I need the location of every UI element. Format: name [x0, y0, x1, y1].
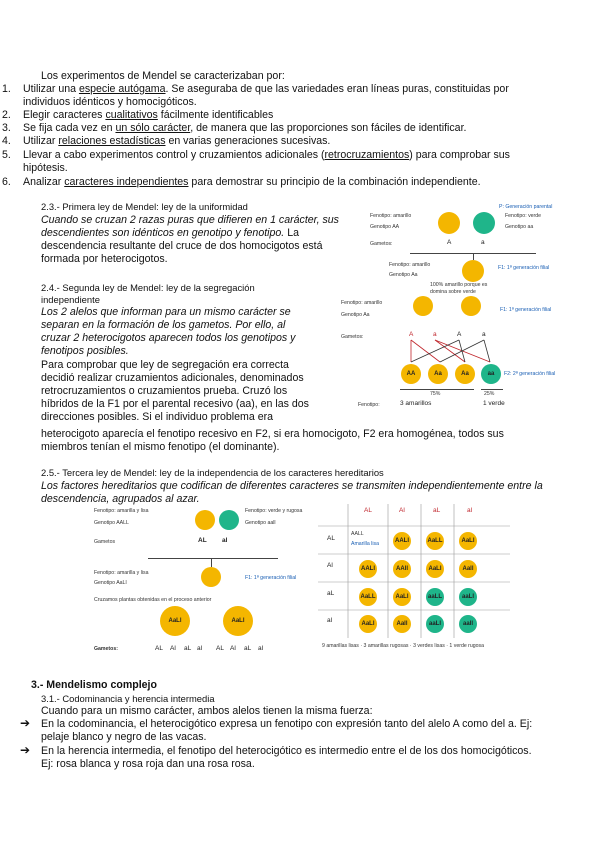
fig1-f1-gen: Genotipo Aa [389, 272, 418, 278]
law3-italic-2: descendencia, agrupados al azar. [41, 493, 200, 505]
law2-text-2: decidió realizar cruzamientos adicionales, denominados [41, 372, 304, 384]
fig3-gen2: Genotipo aall [245, 520, 276, 526]
punnett-cell: Aall [459, 560, 477, 578]
law3-italic-1: Los factores hereditarios que codifican de diferentes caracteres se transmiten independientemente entre la [41, 480, 543, 492]
fig2-fenotipo: Fenotipo: [358, 402, 380, 408]
punnett-row-header: AL [327, 535, 335, 542]
fig2-result-amarillos: 3 amarillos [400, 400, 432, 407]
punnett-cell: AaLl [359, 615, 377, 633]
section3-title: 3.- Mendelismo complejo [31, 679, 157, 691]
law1-italic-2-line: descendientes son idénticos en genotipo y fenotipo. La [41, 227, 299, 239]
fig3-dihybrid-1: AaLl [160, 606, 190, 636]
parent-green-pea [473, 212, 495, 234]
fig3-gamete: al [197, 645, 203, 652]
punnett-cell: AaLl [459, 532, 477, 550]
fig2-f2-label: F2: 2ª generación filial [504, 371, 556, 377]
fig2-bracket-2 [481, 389, 503, 390]
fig3-parent-green [219, 510, 239, 530]
fig2-top-1: 100% amarillo porque es [430, 282, 488, 288]
list-item: 1. Utilizar una especie autógama. Se aseguraba de que las variedades eran líneas puras, constituidas por [2, 83, 509, 95]
fig3-gamete-al: al [222, 537, 228, 544]
punnett-cell: AALl [393, 532, 411, 550]
fig3-f1-label: F1: 1ª generación filial [245, 575, 297, 581]
fig3-f1-fen: Fenotipo: amarilla y lisa [94, 570, 149, 576]
fig2-top-2: domina sobre verde [430, 289, 476, 295]
list-item: 2. Elegir caracteres cualitativos fácilmente identificables [2, 109, 274, 121]
punnett-row-header: al [327, 617, 333, 624]
codominance-2: pelaje blanco y negro de las vacas. [41, 731, 207, 743]
fig3-gamete: aL [184, 645, 192, 652]
punnett-cell: aaLl [459, 588, 477, 606]
fig2-bracket-1 [400, 389, 474, 390]
punnett-cell: aaLl [426, 615, 444, 633]
fig3-f1-pea [201, 567, 221, 587]
bullet-arrow-icon: ➔ [20, 716, 31, 730]
law2-italic-3: cruzar 2 heterocigotos aparecen todos los genotipos y [41, 332, 296, 344]
fig1-gamete-a: a [481, 239, 485, 246]
punnett-row-header: Al [327, 562, 333, 569]
parent-yellow-pea [438, 212, 460, 234]
fig3-cross-line [148, 558, 278, 559]
fig3-fen2: Fenotipo: verde y rugosa [245, 508, 303, 514]
bullet-arrow-icon: ➔ [20, 743, 31, 757]
fig3-parent-yellow [195, 510, 215, 530]
fig3-gametos2: Gametos: [94, 646, 118, 652]
punnett-cell: AAll [393, 560, 411, 578]
list-item: 5. Llevar a cabo experimentos control y cruzamientos adicionales (retrocruzamientos) para comprobar sus [2, 149, 510, 161]
f1-yellow-pea [462, 260, 484, 282]
fig3-dihybrid-2: AaLl [223, 606, 253, 636]
punnett-grid [318, 504, 510, 638]
punnett-cell: AaLl [393, 588, 411, 606]
fig3-gamete: Al [230, 645, 236, 652]
law2-title-1: 2.4.- Segunda ley de Mendel: ley de la segregación [41, 282, 255, 293]
law1-text-1: descendencia resultante del cruce de dos homocigotos está [41, 240, 323, 252]
list-item-continuation: individuos idénticos y homocigóticos. [23, 96, 197, 108]
fig1-gamete-A: A [447, 239, 452, 246]
intermediate-2: Ej: rosa blanca y rosa roja dan una rosa rosa. [41, 758, 255, 770]
fig1-gen-AA: Genotipo AA [370, 224, 400, 230]
fig2-f1-label: F1: 1ª generación filial [500, 307, 552, 313]
fig2-pct-25: 25% [484, 391, 495, 397]
fig2-fen: Fenotipo: amarillo [341, 300, 383, 306]
law2-italic-4: fenotipos posibles. [41, 345, 129, 357]
fig1-gen-aa: Genotipo aa [505, 224, 534, 230]
punnett-note: Amarilla lisa [351, 541, 379, 547]
punnett-cell: AALl [359, 560, 377, 578]
law1-text-2: formada por heterocigotos. [41, 253, 168, 265]
fig1-fen-amarillo: Fenotipo: amarillo [370, 213, 412, 219]
law2-title-2: independiente [41, 294, 100, 305]
fig2-parent-2 [461, 296, 481, 316]
p-gen-label: P: Generación parental [499, 204, 553, 210]
punnett-col-header: aL [433, 507, 441, 514]
fig3-gamete: aL [244, 645, 252, 652]
law2-italic-1: Los 2 alelos que informan para un mismo carácter se [41, 306, 291, 318]
law3-title: 2.5.- Tercera ley de Mendel: ley de la independencia de los caracteres hereditarios [41, 467, 384, 478]
fig2-offspring-AA: AA [401, 364, 421, 384]
fig2-offspring-Aa: Aa [455, 364, 475, 384]
fig1-f1-label: F1: 1ª generación filial [498, 265, 550, 271]
law2-text-3: retrocruzamientos o cruzamientos prueba. Cruzó los [41, 385, 288, 397]
fig1-fen-verde: Fenotipo: verde [505, 213, 542, 219]
punnett-cell-text: AALL [351, 531, 364, 537]
list-item-continuation: hipótesis. [23, 162, 68, 174]
fig3-gen1: Genotipo AALL [94, 520, 129, 526]
fig3-gamete: Al [170, 645, 176, 652]
fig2-parent-1 [413, 296, 433, 316]
fig3-gamete: AL [216, 645, 224, 652]
law2-full-2: miembros tenían el mismo fenotipo (el dominante). [41, 441, 280, 453]
law2-text-1: Para comprobar que ley de segregación era correcta [41, 359, 289, 371]
fig1-f1-fen: Fenotipo: amarillo [389, 262, 431, 268]
punnett-cell: AaLl [426, 560, 444, 578]
fig2-allele: a [482, 331, 486, 338]
fig2-gametos: Gametos: [341, 334, 364, 340]
fig2-offspring-aa: aa [481, 364, 501, 384]
law2-italic-2: separan en la formación de los gametos. Por ello, al [41, 319, 286, 331]
punnett-col-header: Al [399, 507, 405, 514]
fig2-offspring-Aa: Aa [428, 364, 448, 384]
fig2-gen: Genotipo Aa [341, 312, 370, 318]
punnett-row-header: aL [327, 590, 335, 597]
fig3-gamete: AL [155, 645, 163, 652]
list-item: 6. Analizar caracteres independientes para demostrar su principio de la combinación independiente. [2, 176, 481, 188]
punnett-cell: aall [459, 615, 477, 633]
fig2-pct-75: 75% [430, 391, 441, 397]
punnett-col-header: al [467, 507, 473, 514]
punnett-cell: aaLL [426, 588, 444, 606]
law2-full-1: heterocigoto aparecía el fenotipo recesivo en F2, si era homocigoto, F2 era homogénea, todos sus [41, 428, 504, 440]
fig2-allele: A [457, 331, 462, 338]
fig3-gamete-AL: AL [198, 537, 207, 544]
law1-italic-1: Cuando se cruzan 2 razas puras que difieren en 1 carácter, sus [41, 214, 339, 226]
section3-subtitle: 3.1.- Codominancia y herencia intermedia [41, 693, 215, 704]
codominance-1: En la codominancia, el heterocigótico expresa un fenotipo con expresión tanto del alelo A como del a. Ej: [41, 718, 533, 730]
law2-text-5: direcciones posibles. Si el individuo problema era [41, 411, 274, 423]
fig3-down-line [211, 558, 212, 567]
fig3-gamete: al [258, 645, 264, 652]
fig3-cruzamos: Cruzamos plantas obtenidas en el proceso anterior [94, 597, 212, 603]
fig3-gametos: Gametos [94, 539, 116, 545]
fig2-allele: A [409, 331, 414, 338]
punnett-footer: 9 amarillas lisas · 3 amarillas rugosas · 3 verdes lisas · 1 verde rugosa [322, 643, 485, 649]
fig1-gametos: Gametos: [370, 241, 393, 247]
fig2-allele: a [433, 331, 437, 338]
intermediate-1: En la herencia intermedia, el fenotipo del heterocigótico es intermedio entre el de los dos homocigóticos. [41, 745, 532, 757]
punnett-cell: AaLL [426, 532, 444, 550]
punnett-col-header: AL [364, 507, 372, 514]
fig3-fen1: Fenotipo: amarilla y lisa [94, 508, 149, 514]
fig2-result-verde: 1 verde [483, 400, 505, 407]
punnett-cell: Aall [393, 615, 411, 633]
fig3-f1-gen: Genotipo AaLl [94, 580, 127, 586]
fig1-down-line [473, 253, 474, 260]
law1-title: 2.3.- Primera ley de Mendel: ley de la uniformidad [41, 201, 248, 212]
intro-text: Los experimentos de Mendel se caracterizaban por: [41, 70, 285, 82]
section3-intro: Cuando para un mismo carácter, ambos alelos tienen la misma fuerza: [41, 705, 373, 717]
list-item: 4. Utilizar relaciones estadísticas en varias generaciones sucesivas. [2, 135, 331, 147]
punnett-cell: AaLL [359, 588, 377, 606]
law2-text-4: híbridos de la F1 por el parental recesivo (aa), en las dos [41, 398, 309, 410]
list-item: 3. Se fija cada vez en un sólo carácter, de manera que las proporciones son fáciles de identificar. [2, 122, 467, 134]
